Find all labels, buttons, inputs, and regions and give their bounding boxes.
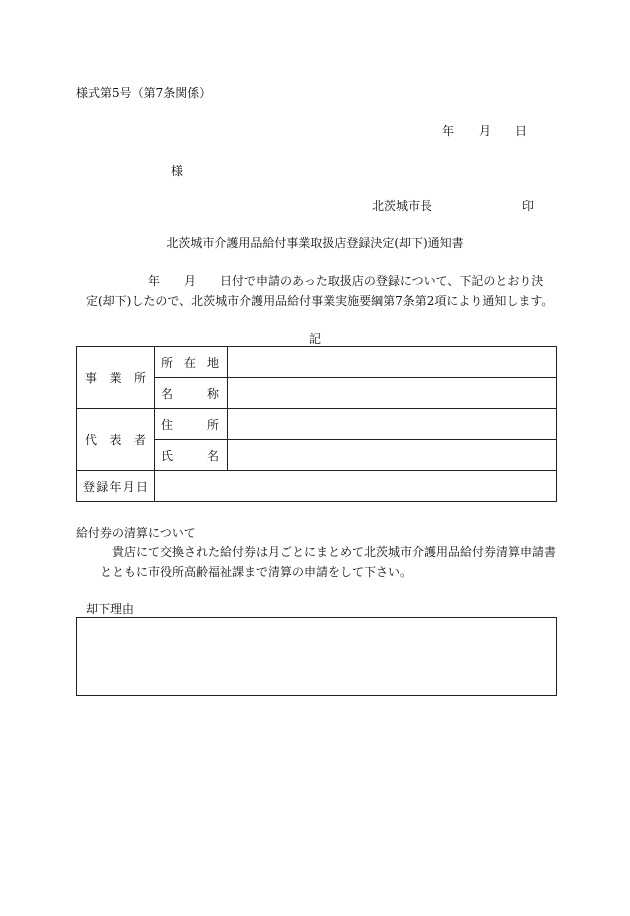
business-label-char: 業 <box>109 371 122 385</box>
representative-label-char: 表 <box>109 433 122 447</box>
body-line-2: 定(却下)したので、北茨城市介護用品給付事業実施要綱第7条第2項により通知します。 <box>86 294 554 308</box>
date-day-label: 日 <box>515 124 528 138</box>
body-line-1: 年 月 日付で申請のあった取扱店の登録について、下記のとおり決 <box>148 274 544 288</box>
business-address-label <box>155 347 228 378</box>
representative-name-field[interactable] <box>228 440 557 471</box>
registration-date-field[interactable] <box>155 471 557 502</box>
representative-name-label <box>155 440 228 471</box>
rejection-reason-field[interactable] <box>76 617 557 696</box>
settlement-title: 給付券の清算について <box>76 526 196 540</box>
representative-label-char: 者 <box>133 433 146 447</box>
representative-label-char: 代 <box>85 433 98 447</box>
date-line <box>442 122 527 139</box>
registration-table <box>76 346 557 502</box>
label-char: 在 <box>183 355 196 370</box>
settlement-line-2: とともに市役所高齢福祉課まで清算の申請をして下さい。 <box>100 565 413 579</box>
label-char: 登 <box>83 479 96 494</box>
label-char: 地 <box>206 355 219 370</box>
label-char: 住 <box>161 417 174 432</box>
body-text <box>88 271 558 311</box>
business-address-field[interactable] <box>228 347 557 378</box>
label-char: 年 <box>109 479 122 494</box>
representative-address-field[interactable] <box>228 409 557 440</box>
representative-label-cell <box>77 409 155 471</box>
label-char: 所 <box>161 355 174 370</box>
issuer-name: 北茨城市長 <box>372 199 433 213</box>
settlement-text <box>88 542 558 582</box>
document-title: 北茨城市介護用品給付事業取扱店登録決定(却下)通知書 <box>166 236 464 250</box>
label-char: 録 <box>96 479 109 494</box>
recipient-suffix: 様 <box>171 164 184 178</box>
business-label-char: 事 <box>85 371 98 385</box>
date-month-label: 月 <box>479 124 492 138</box>
label-char: 名 <box>206 448 219 463</box>
rejection-reason-title: 却下理由 <box>86 602 135 616</box>
label-char: 所 <box>206 417 219 432</box>
registration-date-label <box>77 471 155 502</box>
issuer <box>372 197 534 214</box>
business-label-cell <box>77 347 155 409</box>
ki-heading: 記 <box>308 332 321 346</box>
settlement-line-1: 貴店にて交換された給付券は月ごとにまとめて北茨城市介護用品給付券清算申請書 <box>112 545 557 559</box>
label-char: 名 <box>161 386 174 401</box>
business-name-label <box>155 378 228 409</box>
seal-mark: 印 <box>522 199 535 213</box>
label-char: 称 <box>206 386 219 401</box>
form-number: 様式第5号（第7条関係） <box>76 86 212 100</box>
label-char: 月 <box>122 479 135 494</box>
business-name-field[interactable] <box>228 378 557 409</box>
business-label-char: 所 <box>133 371 146 385</box>
representative-address-label <box>155 409 228 440</box>
label-char: 氏 <box>161 448 174 463</box>
label-char: 日 <box>135 479 148 494</box>
date-year-label: 年 <box>442 124 455 138</box>
